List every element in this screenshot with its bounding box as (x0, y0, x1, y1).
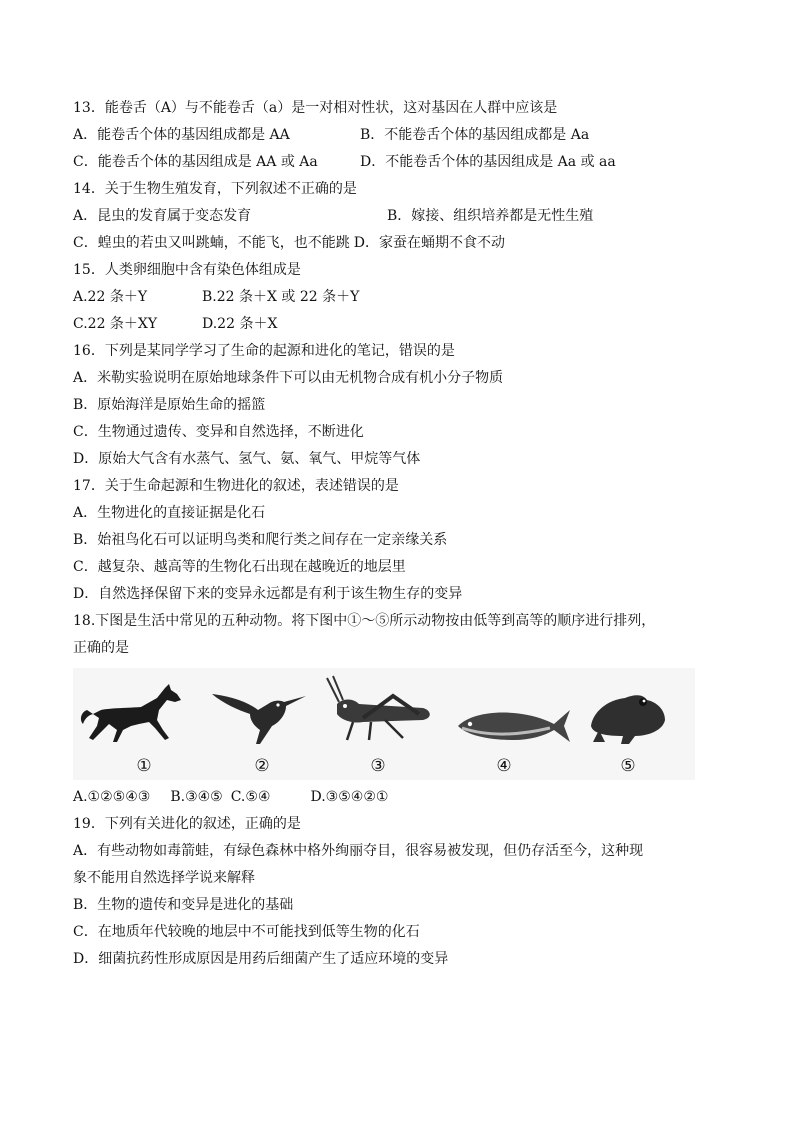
q17-option-c: C．越复杂、越高等的生物化石出现在越晚近的地层里 (73, 559, 406, 575)
q13-option-a: A．能卷舌个体的基因组成都是 AA (73, 127, 290, 143)
q14-stem: 14．关于生物生殖发育，下列叙述不正确的是 (73, 181, 357, 197)
q13-options-row2 (73, 149, 753, 176)
exam-page (73, 95, 753, 973)
q13-option-c: C．能卷舌个体的基因组成是 AA 或 Aa (73, 154, 318, 170)
q19-stem: 19．下列有关进化的叙述，正确的是 (73, 816, 301, 832)
animals-figure (73, 668, 695, 780)
animal-label-2: ② (254, 756, 270, 776)
q17-option-a: A．生物进化的直接证据是化石 (73, 505, 266, 521)
q15-option-a: A.22 条＋Y (73, 289, 148, 305)
q18-stem-line1: 18.下图是生活中常见的五种动物。将下图中①～⑤所示动物按由低等到高等的顺序进行排列， (73, 613, 656, 629)
q17-option-d: D．自然选择保留下来的变异永远都是有利于该生物生存的变异 (73, 586, 463, 602)
q14-option-a: A．昆虫的发育属于变态发育 (73, 208, 252, 224)
q13-option-b: B．不能卷舌个体的基因组成都是 Aa (360, 127, 590, 143)
q15-option-b: B.22 条＋X 或 22 条＋Y (202, 289, 360, 305)
horse-image (79, 680, 189, 748)
q14-option-d: D．家蚕在蛹期不食不动 (353, 235, 505, 251)
animal-label-5: ⑤ (620, 756, 636, 776)
q14-options-row2 (73, 230, 753, 257)
q15-stem: 15．人类卵细胞中含有染色体组成是 (73, 262, 301, 278)
q19-option-c: C．在地质年代较晚的地层中不可能找到低等生物的化石 (73, 924, 420, 940)
q15-options-row2 (73, 311, 753, 338)
q19-option-a-line1: A．有些动物如毒箭蛙，有绿色森林中格外绚丽夺目，很容易被发现，但仍存活至今，这种现 (73, 843, 644, 859)
q15-option-c: C.22 条＋XY (73, 316, 158, 332)
q14-option-b: B．嫁接、组织培养都是无性生殖 (387, 208, 594, 224)
q18-option-c: C.⑤④ (230, 789, 271, 805)
q17-option-b: B．始祖鸟化石可以证明鸟类和爬行类之间存在一定亲缘关系 (73, 532, 448, 548)
q14-option-c: C．蝗虫的若虫又叫跳蝻，不能飞，也不能跳 (73, 235, 350, 251)
frog-image (585, 686, 669, 748)
q18-option-b: B.③④⑤ (170, 789, 223, 805)
q17-stem: 17．关于生命起源和生物进化的叙述，表述错误的是 (73, 478, 399, 494)
fish-image (456, 704, 574, 748)
animal-label-4: ④ (496, 756, 512, 776)
q14-options-row1 (73, 203, 753, 230)
q18-stem-line2: 正确的是 (73, 640, 129, 656)
q16-option-d: D．原始大气含有水蒸气、氢气、氨、氧气、甲烷等气体 (73, 451, 421, 467)
q13-stem: 13．能卷舌（A）与不能卷舌（a）是一对相对性状，这对基因在人群中应该是 (73, 100, 558, 116)
q13-option-d: D．不能卷舌个体的基因组成是 Aa 或 aa (360, 154, 616, 170)
q13-options-row1 (73, 122, 753, 149)
q16-option-c: C．生物通过遗传、变异和自然选择，不断进化 (73, 424, 364, 440)
q16-option-b: B．原始海洋是原始生命的摇篮 (73, 397, 266, 413)
grasshopper-image (323, 674, 438, 748)
q19-option-b: B．生物的遗传和变异是进化的基础 (73, 897, 294, 913)
q19-option-d: D．细菌抗药性形成原因是用药后细菌产生了适应环境的变异 (73, 951, 449, 967)
q18-options-row (73, 784, 753, 811)
q15-option-d: D.22 条＋X (202, 316, 278, 332)
q18-option-d: D.③⑤④②① (310, 789, 389, 805)
hummingbird-image (210, 674, 310, 748)
q18-option-a: A.①②⑤④③ (73, 789, 151, 805)
q19-option-a-line2: 象不能用自然选择学说来解释 (73, 870, 255, 886)
animal-label-1: ① (136, 756, 152, 776)
animal-label-3: ③ (370, 756, 386, 776)
q15-options-row1 (73, 284, 753, 311)
q16-stem: 16．下列是某同学学习了生命的起源和进化的笔记，错误的是 (73, 343, 455, 359)
q16-option-a: A．米勒实验说明在原始地球条件下可以由无机物合成有机小分子物质 (73, 370, 504, 386)
